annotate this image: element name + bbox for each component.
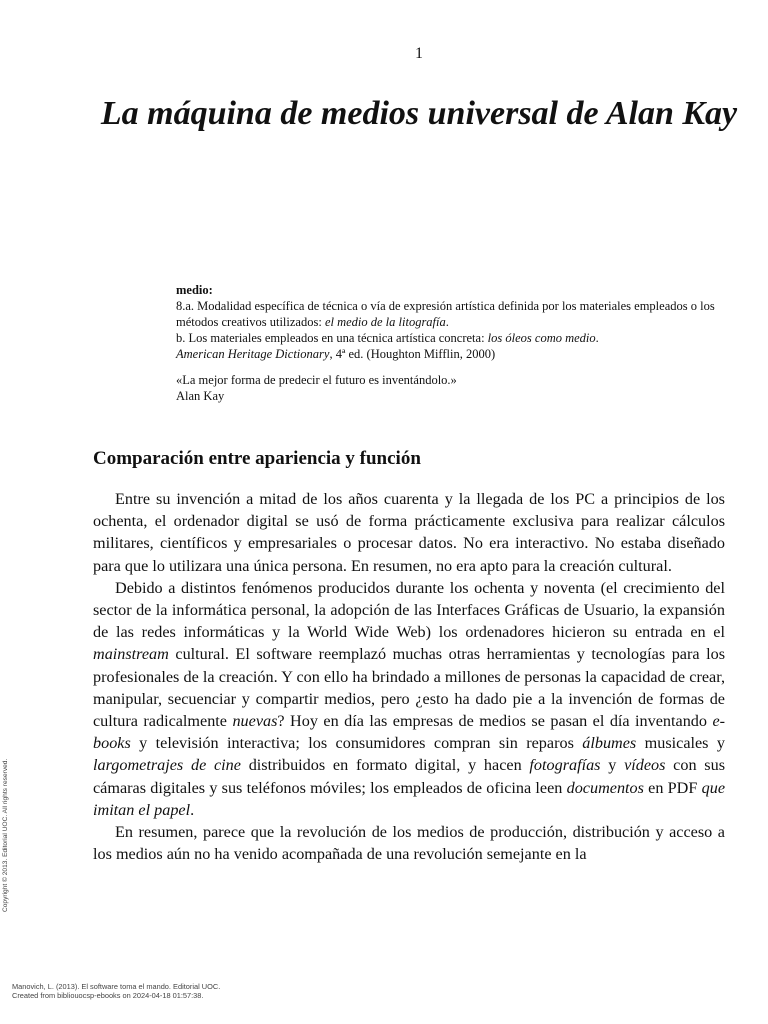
definition-a <box>160 298 726 330</box>
footer-created: Created from bibliouocsp-ebooks on 2024-04-18 01:57:38. <box>12 991 204 1000</box>
paragraph-2-italic: nuevas <box>232 712 278 731</box>
definition-a-end: . <box>445 315 449 329</box>
paragraph-2-run: Debido a distintos fenómenos producidos durante los ochenta y noventa (el crecimiento del sector de la informática personal, la adopción de las Interfaces Gráficas de Usuario, la expansión de las redes informáticas y la World Wide Web) los ordenadores hicieron su entrada en el <box>93 578 725 642</box>
paragraph-2-italic: que imitan el papel <box>93 778 725 819</box>
paragraph-2-run: ? Hoy en día las empresas de medios se pasan el día inventando <box>277 712 713 731</box>
paragraph-2-italic: álbumes <box>582 734 637 753</box>
paragraph-2 <box>93 577 725 821</box>
page-number: 1 <box>415 45 423 62</box>
page-footer <box>12 982 220 1000</box>
dictionary-source-details: , 4ª ed. (Houghton Mifflin, 2000) <box>329 347 496 361</box>
body-text <box>93 488 725 865</box>
paragraph-2-italic: fotografías <box>529 756 601 775</box>
definition-b-text: b. Los materiales empleados en una técnica artística concreta: <box>176 331 488 345</box>
chapter-title: La máquina de medios universal de Alan Kay <box>100 95 738 132</box>
paragraph-2-run: en PDF <box>643 778 702 797</box>
definition-a-text: 8.a. Modalidad específica de técnica o vía de expresión artística definida por los materiales empleados o los métodos creativos utilizados: <box>176 299 715 329</box>
section-heading: Comparación entre apariencia y función <box>93 448 421 469</box>
definition-b-end: . <box>595 331 599 345</box>
paragraph-2-run: musicales y <box>636 734 725 753</box>
paragraph-2-run: cultural. El software reemplazó muchas otras herramientas y tecnologías para los profesionales de la creación. Y con ello ha brindado a millones de personas la capacidad de crear, manipular, secuenciar y compartir medios, pero ¿esto ha dado pie a la invención de formas de cultura radicalmente <box>93 645 725 731</box>
dictionary-source-title: American Heritage Dictionary <box>176 347 330 361</box>
paragraph-2-run: . <box>190 800 195 819</box>
epigraph-quote: «La mejor forma de predecir el futuro es inventándolo.» <box>176 373 457 387</box>
epigraph <box>160 282 726 404</box>
footer-citation: Manovich, L. (2013). El software toma el mando. Editorial UOC. <box>12 982 221 991</box>
paragraph-2-italic: mainstream <box>93 645 169 664</box>
epigraph-spacer <box>160 362 726 372</box>
definition-b <box>160 330 726 346</box>
side-copyright-notice: Copyright © 2013. Editorial UOC. All rights reserved. <box>2 758 9 912</box>
paragraph-2-run: y <box>600 756 625 775</box>
definition-b-example: los óleos como medio <box>487 331 596 345</box>
paragraph-2-run: con sus cámaras digitales y sus teléfonos móviles; los empleados de oficina leen <box>93 756 725 797</box>
definition-a-example: el medio de la litografía <box>324 315 446 329</box>
paragraph-2-run: y televisión interactiva; los consumidores compran sin reparos <box>130 734 583 753</box>
paragraph-2-italic: largometrajes de cine <box>93 756 241 775</box>
paragraph-2-run: distribuidos en formato digital, y hacen <box>240 756 530 775</box>
paragraph-2-italic: e-books <box>93 712 726 753</box>
paragraph-1: Entre su invención a mitad de los años cuarenta y la llegada de los PC a principios de los ochenta, el ordenador digital se usó de forma prácticamente exclusiva para realizar cálculos militares, científicos y empresariales o procesar datos. No era interactivo. No estaba diseñado para que lo utilizara una única persona. En resumen, no era apto para la creación cultural. <box>93 490 725 575</box>
paragraph-3: En resumen, parece que la revolución de los medios de producción, distribución y acceso a los medios aún no ha venido acompañada de una revolución semejante en la <box>93 823 725 864</box>
dictionary-headword: medio: <box>176 283 213 297</box>
epigraph-quote-author: Alan Kay <box>176 389 225 403</box>
dictionary-source <box>160 346 726 362</box>
paragraph-2-italic: vídeos <box>624 756 666 775</box>
paragraph-2-italic: documentos <box>566 778 644 797</box>
